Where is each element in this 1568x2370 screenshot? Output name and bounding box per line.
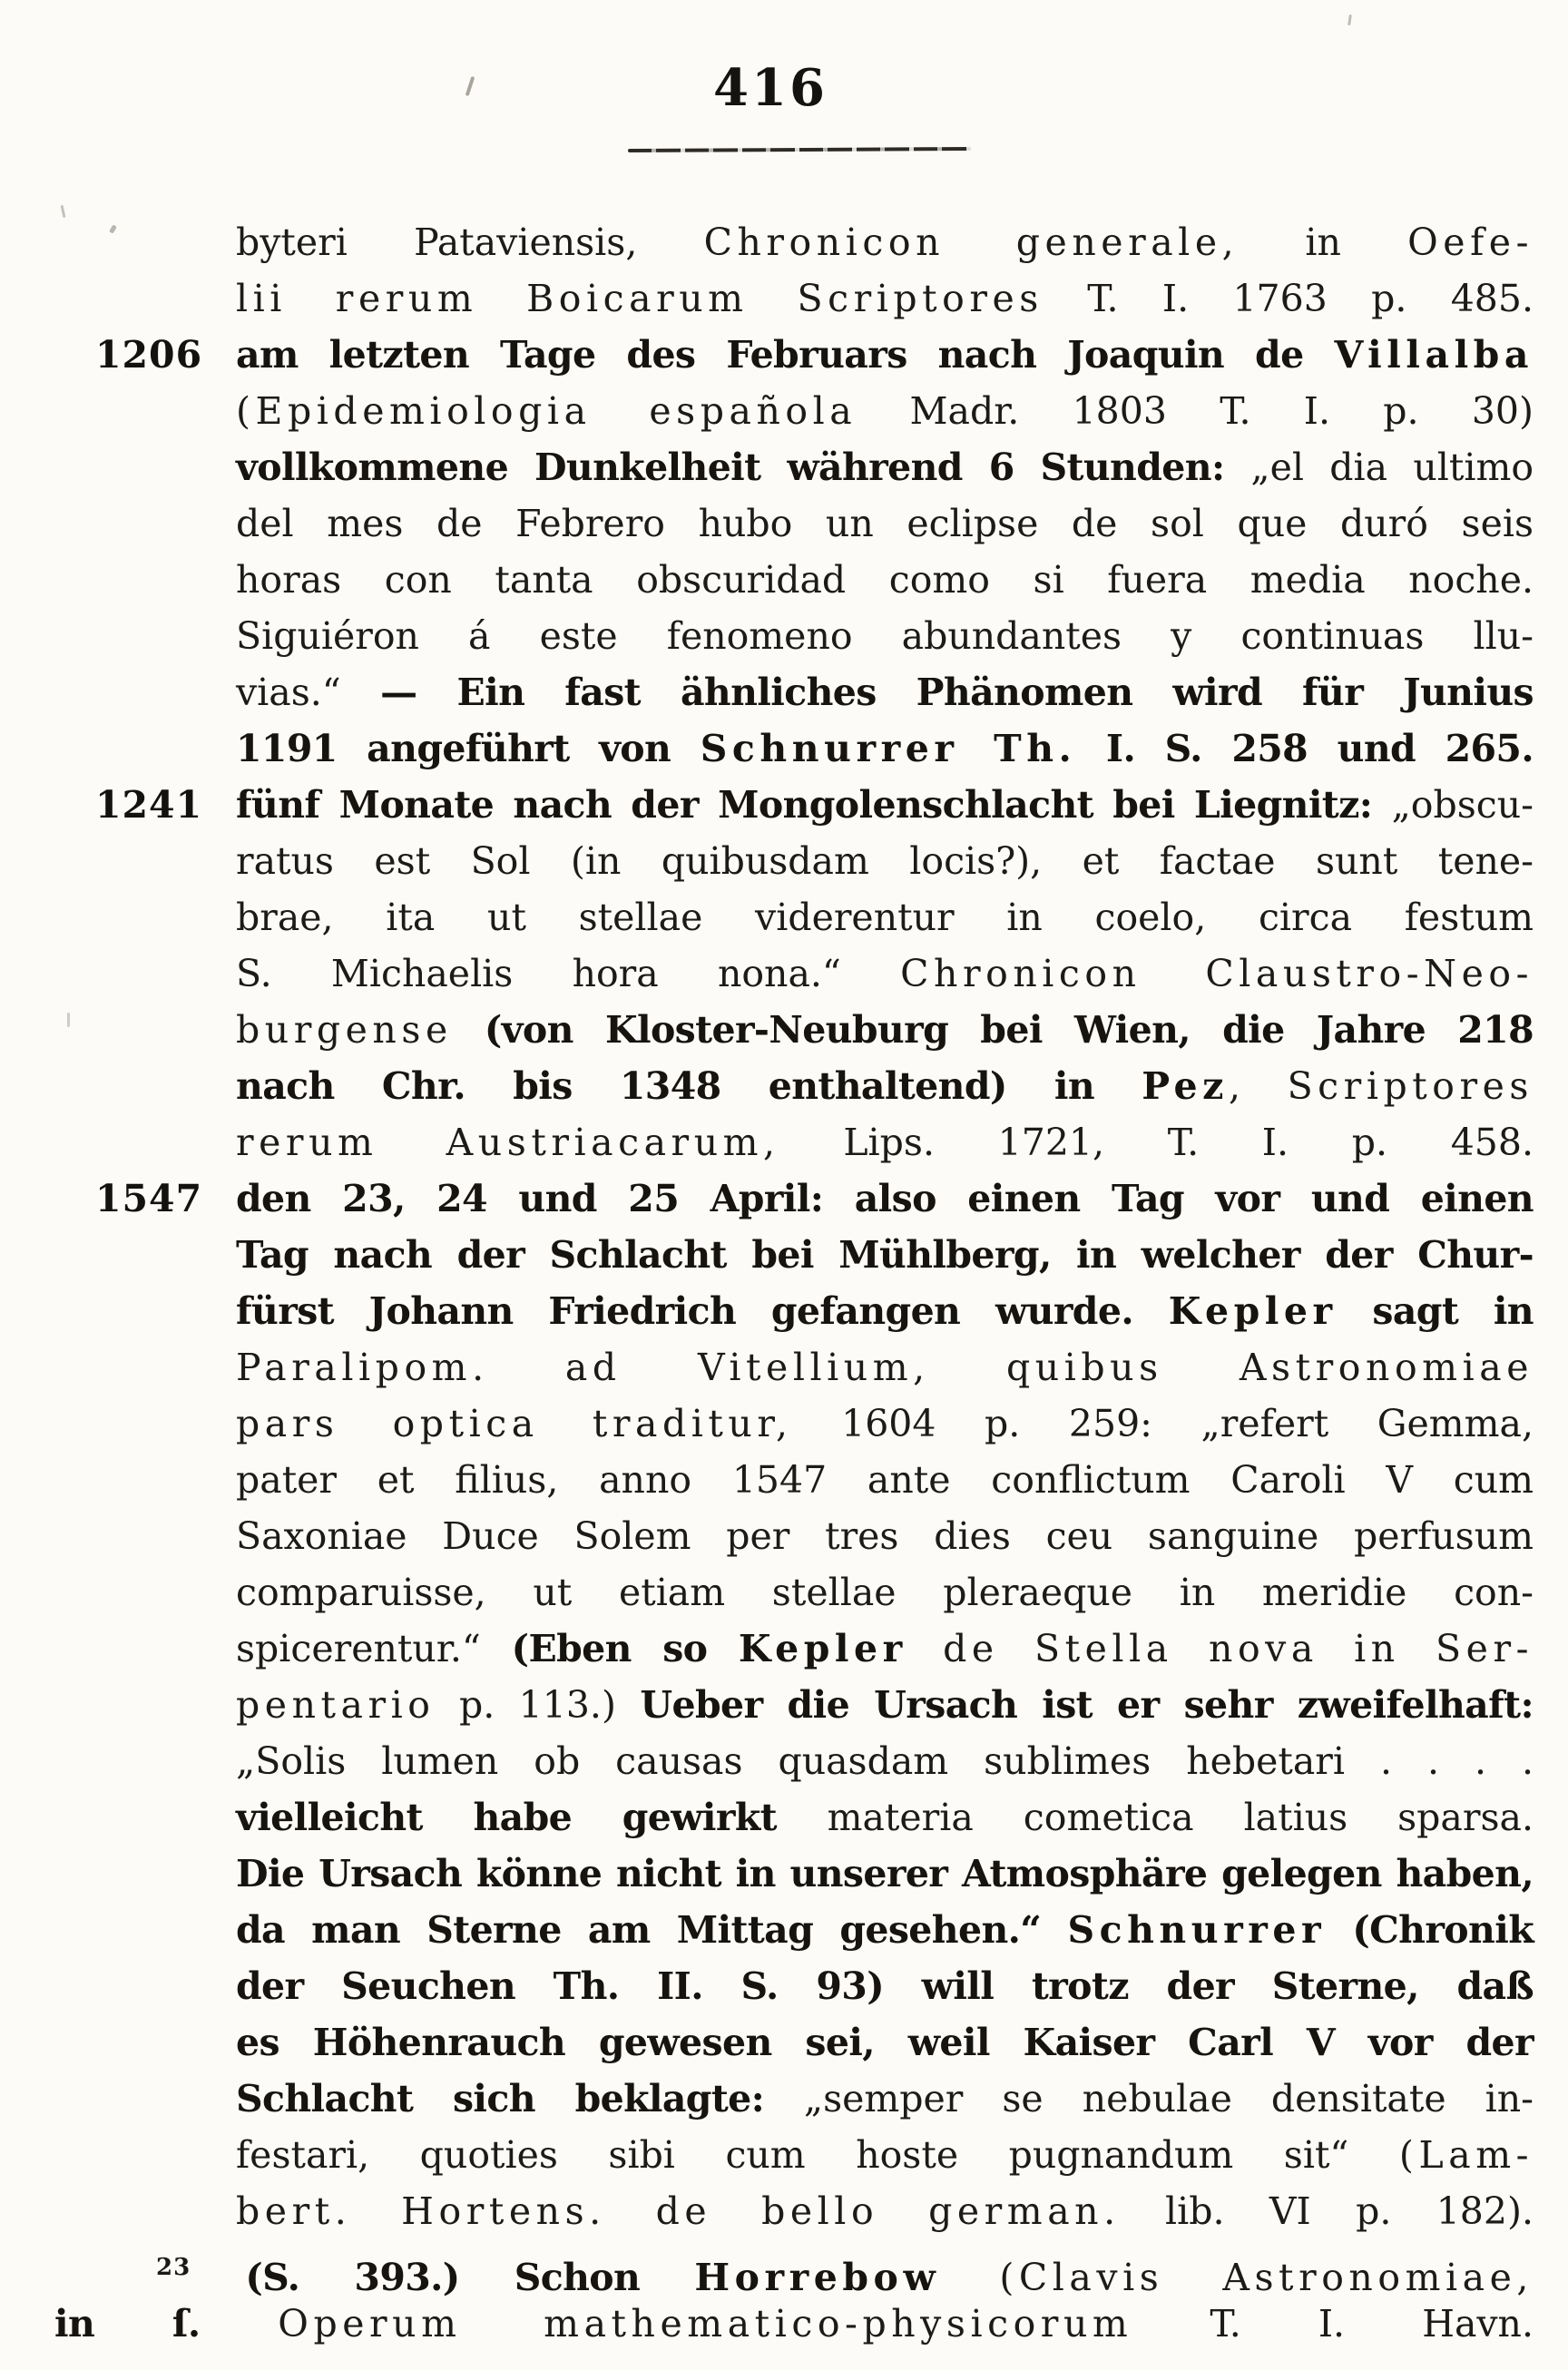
text-segment: Siguiéron á este fenomeno abundantes y continuas llu-: [236, 614, 1534, 658]
text-segment: am letzten Tage des Februars nach Joaquin de: [236, 333, 1335, 377]
text-segment: Ueber die Ursach ist er sehr zweifelhaft:: [640, 1683, 1534, 1727]
text-segment: Oefe-: [1407, 220, 1534, 264]
text-segment: horas con tanta obscuridad como si fuera media noche.: [236, 558, 1534, 602]
text-segment: der Seuchen Th. II. S. 93) will trotz der Sterne, daß: [236, 1964, 1534, 2008]
text-line: [236, 1452, 1534, 1508]
text-segment: (Eben so: [511, 1627, 739, 1670]
text-line: [236, 2071, 1534, 2127]
text-segment: (Chronik: [1326, 1908, 1534, 1952]
text-line: [95, 327, 1534, 383]
text-segment: pentario: [236, 1683, 436, 1727]
text-segment: spicerentur.“: [236, 1627, 512, 1670]
text-segment: burgense: [236, 1008, 453, 1052]
text-block: [54, 214, 1534, 2352]
text-segment: del mes de Febrero hubo un eclipse de sol que duró seis: [236, 502, 1534, 545]
text-segment: nach Chr. bis 1348 enthaltend) in: [236, 1064, 1142, 1108]
text-segment: Villalba: [1334, 333, 1534, 377]
text-line: [236, 1621, 1534, 1677]
text-segment: (Lam-: [1398, 2133, 1534, 2177]
text-line: [236, 664, 1534, 720]
text-line: [236, 1114, 1534, 1170]
text-segment: T. I. Havn.: [1132, 2302, 1534, 2346]
text-line: [54, 2296, 1534, 2352]
text-segment: (von Kloster-Neuburg bei Wien, die Jahre 218: [452, 1008, 1534, 1052]
text-line: [236, 552, 1534, 608]
text-line: [236, 1733, 1534, 1789]
text-line: [236, 608, 1534, 664]
text-segment: ,: [1228, 1064, 1288, 1108]
text-segment: T. I. 1763 p. 485.: [1043, 277, 1534, 320]
text-segment: Kepler: [738, 1627, 907, 1670]
text-segment: in: [1239, 220, 1408, 264]
text-segment: pars optica traditur,: [236, 1402, 793, 1445]
text-segment: lib. VI p. 182).: [1120, 2189, 1534, 2233]
margin-year-marker: 1547: [95, 1177, 203, 1220]
text-segment: Schnurrer Th.: [700, 727, 1077, 770]
text-line: [156, 2239, 1534, 2299]
text-segment: Horrebow: [694, 2256, 941, 2299]
text-line: [236, 214, 1534, 270]
text-line: [236, 1227, 1534, 1283]
text-segment: — Ein fast ähnliches Phänomen wird für Junius: [380, 671, 1534, 714]
text-segment: „Solis lumen ob causas quasdam sublimes hebetari . . . .: [236, 1739, 1534, 1783]
text-segment: „el dia ultimo: [1250, 446, 1534, 489]
text-segment: Die Ursach könne nicht in unserer Atmosphäre gelegen haben,: [236, 1852, 1534, 1895]
margin-year-marker: 1206: [95, 333, 203, 377]
header-rule: [628, 147, 971, 152]
text-line: [236, 1789, 1534, 1846]
text-line: [236, 1339, 1534, 1396]
text-line: [236, 1396, 1534, 1452]
text-segment: 1604 p. 259: „refert Gemma,: [792, 1402, 1534, 1445]
text-line: [236, 383, 1534, 439]
text-line: [236, 2014, 1534, 2071]
text-segment: p. 113.): [435, 1683, 641, 1727]
scan-speckle: [67, 1013, 70, 1027]
text-segment: da man Sterne am Mittag gesehen.“: [236, 1908, 1068, 1952]
text-line: [236, 1058, 1534, 1114]
text-segment: lii rerum Boicarum Scriptores: [236, 277, 1044, 320]
text-segment: 1191 angeführt von: [236, 727, 701, 770]
text-segment: materia cometica latius sparsa.: [827, 1796, 1534, 1839]
text-line: [236, 1002, 1534, 1058]
text-segment: Chronicon generale,: [703, 220, 1240, 264]
text-segment: Chronicon Claustro-Neo-: [900, 952, 1534, 995]
text-segment: Tag nach der Schlacht bei Mühlberg, in welcher der Chur-: [236, 1233, 1534, 1277]
text-segment: fünf Monate nach der Mongolenschlacht bei Liegnitz:: [236, 783, 1392, 827]
text-segment: brae, ita ut stellae viderentur in coelo, circa festum: [236, 896, 1534, 939]
text-line: [236, 889, 1534, 945]
text-segment: bert. Hortens. de bello german.: [236, 2189, 1121, 2233]
text-segment: Lips. 1721, T. I. p. 458.: [779, 1121, 1534, 1164]
text-segment: „semper se nebulae densitate in-: [803, 2077, 1534, 2120]
text-line: [236, 495, 1534, 552]
text-segment: Madr. 1803 T. I. p. 30): [857, 389, 1534, 433]
text-segment: Kepler: [1168, 1289, 1338, 1333]
text-segment: fürst Johann Friedrich gefangen wurde.: [236, 1289, 1169, 1333]
text-line: [95, 1170, 1534, 1227]
text-segment: Schlacht sich beklagte:: [236, 2077, 804, 2120]
text-segment: vias.“: [236, 671, 381, 714]
text-line: [236, 1283, 1534, 1339]
text-segment: (S. 393.) Schon: [191, 2256, 695, 2299]
text-segment: es Höhenrauch gewesen sei, weil Kaiser Carl V vor der: [236, 2021, 1534, 2064]
text-line: [236, 1508, 1534, 1564]
text-segment: S. Michaelis hora nona.“: [236, 952, 901, 995]
text-segment: vollkommene Dunkelheit während 6 Stunden:: [236, 446, 1251, 489]
text-line: [236, 1846, 1534, 1902]
text-segment: Saxoniae Duce Solem per tres dies ceu sanguine perfusum: [236, 1514, 1534, 1558]
text-segment: (Clavis Astronomiae,: [940, 2256, 1534, 2299]
scan-speckle: [1348, 15, 1352, 25]
text-line: [95, 777, 1534, 833]
text-line: [236, 720, 1534, 777]
footnote-number: 23: [156, 2254, 191, 2281]
text-segment: rerum Austriacarum,: [236, 1121, 780, 1164]
text-line: [236, 1902, 1534, 1958]
text-line: [236, 1677, 1534, 1733]
text-line: [236, 833, 1534, 889]
text-line: [236, 270, 1534, 327]
text-segment: den 23, 24 und 25 April: also einen Tag vor und einen: [236, 1177, 1534, 1220]
text-line: [236, 945, 1534, 1002]
text-segment: in ſ.: [54, 2302, 279, 2346]
text-line: [236, 439, 1534, 495]
text-line: [236, 1564, 1534, 1621]
margin-year-marker: 1241: [95, 783, 203, 827]
text-segment: ratus est Sol (in quibusdam locis?), et factae sunt tene-: [236, 839, 1534, 883]
text-line: [236, 1958, 1534, 2014]
text-segment: Operum mathematico-physicorum: [278, 2302, 1133, 2346]
text-segment: sagt in: [1337, 1289, 1534, 1333]
text-segment: comparuisse, ut etiam stellae pleraeque in meridie con-: [236, 1571, 1534, 1614]
scan-speckle: [61, 205, 66, 218]
text-segment: festari, quoties sibi cum hoste pugnandum sit“: [236, 2133, 1399, 2177]
text-segment: (Epidemiologia española: [236, 389, 858, 433]
text-segment: „obscu-: [1391, 783, 1534, 827]
text-segment: byteri Pataviensis,: [236, 220, 704, 264]
text-line: [236, 2127, 1534, 2183]
page-number: 416: [713, 58, 828, 118]
text-segment: Pez: [1142, 1064, 1229, 1108]
text-segment: Paralipom. ad Vitellium, quibus Astronomiae: [236, 1346, 1534, 1389]
scan-speckle: [109, 224, 117, 233]
text-segment: vielleicht habe gewirkt: [236, 1796, 828, 1839]
text-segment: Scriptores: [1287, 1064, 1534, 1108]
text-segment: Schnurrer: [1067, 1908, 1327, 1952]
text-line: [236, 2183, 1534, 2239]
text-segment: de Stella nova in Ser-: [906, 1627, 1534, 1670]
text-segment: I. S. 258 und 265.: [1076, 727, 1534, 770]
text-segment: pater et filius, anno 1547 ante conflictum Caroli V cum: [236, 1458, 1534, 1502]
